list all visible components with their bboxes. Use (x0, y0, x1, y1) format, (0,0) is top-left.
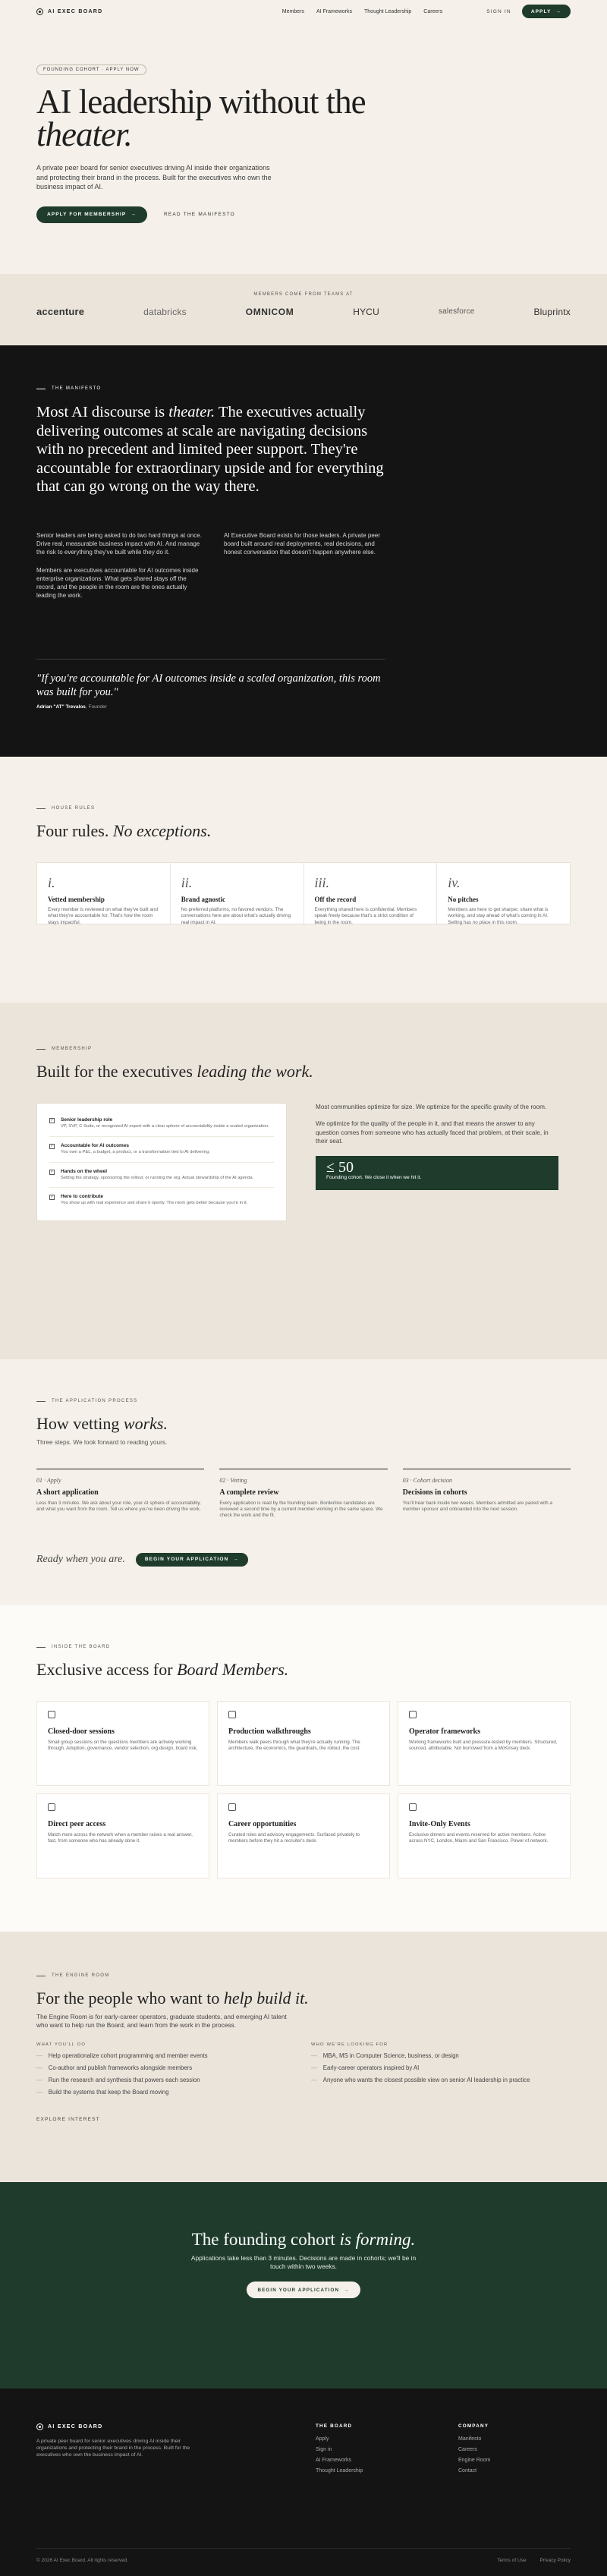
criterion-title: Hands on the wheel (61, 1168, 108, 1174)
ready-row (36, 1553, 571, 1567)
step-card (403, 1469, 571, 1519)
nav-right (282, 5, 571, 18)
brand-mark-icon (36, 2423, 43, 2430)
criterion (49, 1188, 274, 1213)
access-card-body: Working frameworks built and pressure-tested by members. Structured, sourced, attributable. Not borrowed from a McKinsey deck. (409, 1740, 558, 1752)
membership-text (316, 1103, 558, 1221)
check-icon: ✓ (50, 1143, 54, 1148)
footer-bottom (36, 2548, 571, 2563)
list-item: — Run the research and synthesis that powers each session (36, 2077, 296, 2083)
rules-title-italic: No exceptions. (112, 821, 212, 840)
rule-card (304, 863, 437, 924)
hero-title-line2: theater. (36, 115, 132, 153)
engine-eyebrow-text: THE ENGINE ROOM (52, 1973, 110, 1978)
footer (0, 2389, 607, 2576)
footer-col-board (316, 2423, 428, 2479)
manifesto-paragraph: Members are executives accountable for AI outcomes inside enterprise organizations. What gets shared stays off the record, and the people in the room are the ones actually leading the work. (36, 566, 199, 599)
founding-cohort-cta (0, 2182, 607, 2389)
people-icon (48, 1803, 55, 1811)
lock-icon (48, 1711, 55, 1718)
access-card-title: Direct peer access (48, 1820, 106, 1828)
access-card-body: Curated roles and advisory engagements. Surfaced privately to members before they hit a recruiter's desk. (228, 1832, 360, 1844)
cta-begin-application-button[interactable] (247, 2282, 360, 2298)
hero-section (0, 23, 607, 274)
access-eyebrow-text: INSIDE THE BOARD (52, 1645, 111, 1649)
cta-title (0, 2230, 607, 2250)
logo-hycu: HYCU (353, 306, 380, 317)
brand-mark-icon (36, 8, 43, 15)
quote-author: Adrian "AT" Trevalos (36, 704, 86, 710)
rule-number: iii. (314, 875, 330, 890)
engine-eyebrow (36, 1973, 571, 1978)
step-title: Decisions in cohorts (402, 1488, 467, 1497)
access-card (36, 1793, 209, 1878)
rule-card (37, 863, 170, 924)
manifesto-headline (36, 403, 393, 496)
begin-application-label: BEGIN YOUR APPLICATION (144, 1557, 229, 1563)
manifesto-col-2 (224, 531, 393, 600)
criterion-title: Senior leadership role (61, 1117, 113, 1123)
access-card-title: Invite-Only Events (409, 1820, 470, 1828)
headline-part-a: Most AI discourse is (36, 404, 169, 420)
cohort-stat-value: ≤ 50 (326, 1159, 354, 1176)
footer-link-thought-leadership[interactable]: Thought Leadership (316, 2468, 363, 2474)
play-icon (228, 1711, 236, 1718)
manifesto-columns (36, 531, 571, 600)
footer-logo[interactable] (36, 2423, 192, 2430)
access-card (398, 1793, 571, 1878)
application-title-text: How vetting (36, 1414, 124, 1433)
membership-title-italic: leading the work. (197, 1062, 313, 1081)
list-item: — Build the systems that keep the Board moving (36, 2089, 296, 2096)
legal-links (497, 2558, 571, 2563)
engine-col-do (36, 2042, 296, 2096)
application-section (0, 1359, 607, 1605)
engine-col-who (311, 2042, 571, 2096)
step-label: 02 · Vetting (219, 1477, 247, 1484)
engine-col-label: WHO WE'RE LOOKING FOR (311, 2042, 388, 2047)
rule-body: Members are here to get sharper, share what is working, and stay ahead of what's coming in AI. Selling has no place in this room. (448, 907, 549, 925)
engine-list (311, 2052, 571, 2083)
footer-brand (36, 2423, 192, 2479)
membership-title-text: Built for the executives (36, 1062, 197, 1081)
arrow-right-icon: → (344, 2287, 350, 2293)
logo-omnicom: OMNICOM (245, 306, 294, 317)
step-card (219, 1469, 387, 1519)
logo-strip-label: MEMBERS COME FROM TEAMS AT (253, 292, 354, 297)
rule-body: No preferred platforms, no favored vendors. The conversations here are about what's actually driving real impact in AI. (181, 907, 291, 925)
membership-title (36, 1062, 571, 1082)
access-card-title: Career opportunities (228, 1820, 297, 1828)
rules-title (36, 821, 571, 841)
footer-link-manifesto[interactable]: Manifesto (458, 2436, 482, 2442)
ready-text: Ready when you are. (36, 1553, 125, 1565)
check-icon: ✓ (50, 1195, 54, 1200)
membership-paragraph: Most communities optimize for size. We optimize for the specific gravity of the room. (316, 1104, 547, 1110)
access-card-title: Closed-door sessions (48, 1727, 115, 1736)
footer-col-title: COMPANY (458, 2423, 489, 2429)
footer-columns (36, 2423, 571, 2479)
step-title: A short application (36, 1488, 99, 1497)
cta-button-label: BEGIN YOUR APPLICATION (257, 2287, 340, 2293)
access-card (217, 1793, 390, 1878)
footer-col-company (458, 2423, 571, 2479)
sign-in-link[interactable]: SIGN IN (486, 8, 511, 14)
step-body: Less than 3 minutes. We ask about your role, your AI sphere of accountability, and what you want from the room. Tell us where you've been driving the work. (36, 1501, 201, 1513)
access-eyebrow (36, 1645, 571, 1649)
headline-part-b: The executives actually delivering outcomes at scale are navigating decisions with no precedent and limited peer support. They're accountable for extraordinary upside and for everything that can go wrong on the way there. (36, 404, 384, 495)
application-subtitle: Three steps. We look forward to reading yours. (36, 1438, 168, 1446)
rules-eyebrow (36, 806, 571, 811)
top-nav (0, 0, 607, 23)
headline-italic: theater. (168, 404, 215, 420)
access-card (36, 1701, 209, 1786)
rules-eyebrow-text: HOUSE RULES (52, 806, 96, 811)
access-card-body: Exclusive dinners and events reserved for active members. Active across NYC, London, Miami and San Francisco. Power of network. (409, 1832, 549, 1844)
engine-title (36, 1989, 571, 2008)
nav-link-ai-frameworks[interactable]: AI Frameworks (316, 8, 353, 14)
rule-number: iv. (448, 875, 461, 890)
membership-eyebrow-text: MEMBERSHIP (52, 1047, 93, 1051)
cohort-badge: FOUNDING COHORT · APPLY NOW (36, 65, 146, 75)
criterion (49, 1137, 274, 1163)
founder-quote (36, 672, 385, 710)
footer-link-sign-in[interactable]: Sign in (316, 2447, 332, 2452)
footer-link-engine-room[interactable]: Engine Room (458, 2458, 491, 2463)
nav-apply-button[interactable] (522, 5, 571, 18)
engine-columns (36, 2042, 571, 2096)
criterion-body: Setting the strategy, sponsoring the rollout, or running the org. Actual stewardship of the AI agenda. (61, 1175, 254, 1180)
engine-intro: The Engine Room is for early-career operators, graduate students, and emerging AI talent who want to help run the Board, and learn from the work in the process. (36, 2013, 287, 2030)
apply-membership-label: APPLY FOR MEMBERSHIP (47, 212, 127, 217)
list-item: — MBA, MS in Computer Science, business, or design (311, 2052, 571, 2059)
nav-link-thought-leadership[interactable]: Thought Leadership (364, 8, 412, 14)
criterion-body: You show up with real experience and share it openly. The room gets better because you're in it. (61, 1201, 248, 1206)
rule-title: No pitches (448, 896, 479, 903)
rule-card (170, 863, 304, 924)
house-rules-section (0, 757, 607, 1003)
list-item: — Anyone who wants the closest possible view on senior AI leadership in practice (311, 2077, 571, 2083)
criterion-body: You own a P&L, a budget, a product, or a transformation tied to AI delivering. (61, 1149, 210, 1154)
rule-body: Everything shared here is confidential. Members speak freely because that's a strict condition of being in the room. (314, 907, 417, 925)
rule-card (436, 863, 570, 924)
rule-title: Brand agnostic (181, 896, 226, 903)
engine-room-section (0, 1932, 607, 2182)
logo-accenture: accenture (36, 306, 85, 317)
privacy-link[interactable]: Privacy Policy (539, 2558, 571, 2563)
manifesto-paragraph: AI Executive Board exists for those leaders. A private peer board built around real deployments, real decisions, and honest conversation that doesn't happen anywhere else. (224, 531, 380, 556)
access-card-body: Match more across the network when a member raises a real answer, fast, from someone who has already done it. (48, 1832, 193, 1844)
footer-link-careers[interactable]: Careers (458, 2447, 477, 2452)
nav-links (282, 9, 442, 14)
engine-list (36, 2052, 296, 2096)
access-title-text: Exclusive access for (36, 1660, 178, 1679)
manifesto-col-1 (36, 531, 206, 600)
step-card (36, 1469, 204, 1519)
brand-logo[interactable] (36, 8, 103, 15)
logo-salesforce: salesforce (438, 307, 475, 316)
access-card-title: Operator frameworks (409, 1727, 480, 1736)
footer-description: A private peer board for senior executives driving AI inside their organizations and protecting their brand in the process. Built for the executives who own the business impact of AI. (36, 2439, 190, 2458)
hero-title (36, 83, 571, 153)
divider (36, 659, 385, 660)
logo-strip (0, 274, 607, 345)
footer-link-contact[interactable]: Contact (458, 2468, 477, 2474)
apply-membership-button[interactable] (36, 206, 147, 223)
calendar-icon (409, 1803, 417, 1811)
logo-row (0, 306, 607, 317)
engine-col-label: WHAT YOU'LL DO (36, 2042, 86, 2047)
nav-link-careers[interactable]: Careers (423, 8, 443, 14)
footer-brand-name: AI EXEC BOARD (48, 2424, 103, 2430)
footer-col-title: THE BOARD (316, 2423, 353, 2429)
access-grid (36, 1701, 571, 1878)
access-card-body: Members walk peers through what they're actually running. The architecture, the economics, the guardrails, the rollout, the cost. (228, 1740, 361, 1752)
rule-body: Every member is reviewed on what they've built and what they're accountable for. That's how the room stays impactful. (48, 907, 159, 925)
quote-role: , Founder (85, 704, 107, 710)
manifesto-eyebrow-text: THE MANIFESTO (52, 386, 102, 391)
cta-body: Applications take less than 3 minutes. Decisions are made in cohorts; we'll be in touch within two weeks. (190, 2254, 417, 2271)
criteria-card (36, 1103, 287, 1221)
check-icon: ✓ (50, 1169, 54, 1174)
step-label: 01 · Apply (36, 1477, 61, 1484)
check-icon: ✓ (50, 1118, 54, 1123)
application-steps (36, 1469, 571, 1519)
application-eyebrow (36, 1399, 571, 1403)
nav-link-members[interactable]: Members (281, 8, 304, 14)
manifesto-paragraph: Senior leaders are being asked to do two hard things at once. Drive real, measurable business impact with AI. And manage the risk to everything they've built while they do it. (36, 531, 202, 556)
arrow-right-icon: → (555, 8, 561, 14)
membership-eyebrow (36, 1047, 571, 1051)
arrow-right-icon: → (131, 212, 137, 217)
access-title (36, 1660, 571, 1680)
step-title: A complete review (219, 1488, 279, 1497)
criterion (49, 1163, 274, 1189)
access-card (217, 1701, 390, 1786)
logo-bluprintx: Bluprintx (533, 306, 571, 317)
access-card-body: Small group sessions on the questions members are actively working through. Adoption, governance, vendor selection, org design, board risk. (48, 1740, 198, 1752)
engine-title-text: For the people who want to (36, 1989, 224, 2008)
rule-number: ii. (181, 875, 193, 890)
rule-number: i. (48, 875, 55, 890)
brand-name: AI EXEC BOARD (48, 8, 103, 14)
cta-title-italic: is forming. (339, 2230, 416, 2249)
terms-link[interactable]: Terms of Use (497, 2558, 527, 2563)
step-body: Every application is read by the founding team. Borderline candidates are reviewed a second time by a current member working in the same space. We check the work and the fit. (219, 1501, 383, 1519)
footer-link-ai-frameworks[interactable]: AI Frameworks (316, 2458, 352, 2463)
rules-grid (36, 862, 571, 924)
quote-attribution (36, 704, 385, 710)
copyright: © 2026 AI Exec Board. All rights reserved. (36, 2558, 129, 2563)
membership-paragraph: We optimize for the quality of the people in it, and that means the answer to any question comes from someone who has actually faced that problem, at their scale, in their seat. (316, 1120, 549, 1145)
manifesto-section (0, 345, 607, 757)
rules-title-text: Four rules. (36, 821, 109, 840)
criterion-title: Accountable for AI outcomes (61, 1142, 130, 1148)
rule-title: Vetted membership (48, 896, 105, 903)
manifesto-eyebrow (36, 386, 571, 391)
quote-text: "If you're accountable for AI outcomes inside a scaled organization, this room was built for you." (36, 672, 381, 698)
logo-databricks: databricks (143, 306, 187, 317)
arrow-right-icon: → (233, 1557, 239, 1563)
application-title-italic: works. (123, 1414, 168, 1433)
hero-ctas (36, 206, 571, 223)
hero-title-line1: AI leadership without the (36, 83, 366, 121)
footer-link-apply[interactable]: Apply (316, 2436, 329, 2442)
cta-title-text: The founding cohort (191, 2230, 340, 2249)
briefcase-icon (228, 1803, 236, 1811)
read-manifesto-link[interactable]: READ THE MANIFESTO (163, 212, 235, 217)
access-card-title: Production walkthroughs (228, 1727, 311, 1736)
application-title (36, 1414, 571, 1434)
membership-row (36, 1103, 571, 1221)
explore-interest-link[interactable]: EXPLORE INTEREST (36, 2116, 100, 2122)
hero-body: A private peer board for senior executives driving AI inside their organizations and protecting their brand in the process. Built for the executives who own the business impact of AI. (36, 164, 272, 191)
criterion-body: VP, SVP, C-Suite, or recognized AI expert with a clear sphere of accountability inside a scaled organization. (61, 1124, 269, 1129)
criterion (49, 1111, 274, 1137)
step-body: You'll hear back inside two weeks. Members admitted are paired with a member sponsor and onboarded into the next session. (402, 1501, 552, 1513)
list-item: — Co-author and publish frameworks alongside members (36, 2064, 296, 2071)
nav-apply-label: APPLY (530, 8, 552, 14)
membership-section (0, 1003, 607, 1359)
access-title-italic: Board Members. (177, 1660, 289, 1679)
begin-application-button[interactable] (136, 1553, 248, 1567)
rule-title: Off the record (314, 896, 357, 903)
cohort-stat-card (316, 1156, 558, 1190)
cohort-stat-caption: Founding cohort. We close it when we hit it. (326, 1175, 422, 1181)
application-eyebrow-text: THE APPLICATION PROCESS (52, 1399, 138, 1403)
list-item: — Early-career operators inspired by AI (311, 2064, 571, 2071)
engine-title-italic: help build it. (223, 1989, 309, 2008)
step-label: 03 · Cohort decision (402, 1477, 452, 1484)
access-card (398, 1701, 571, 1786)
footer-link-groups (316, 2423, 571, 2479)
framework-icon (409, 1711, 417, 1718)
board-access-section (0, 1605, 607, 1932)
list-item: — Help operationalize cohort programming and member events (36, 2052, 296, 2059)
criterion-title: Here to contribute (61, 1194, 103, 1200)
